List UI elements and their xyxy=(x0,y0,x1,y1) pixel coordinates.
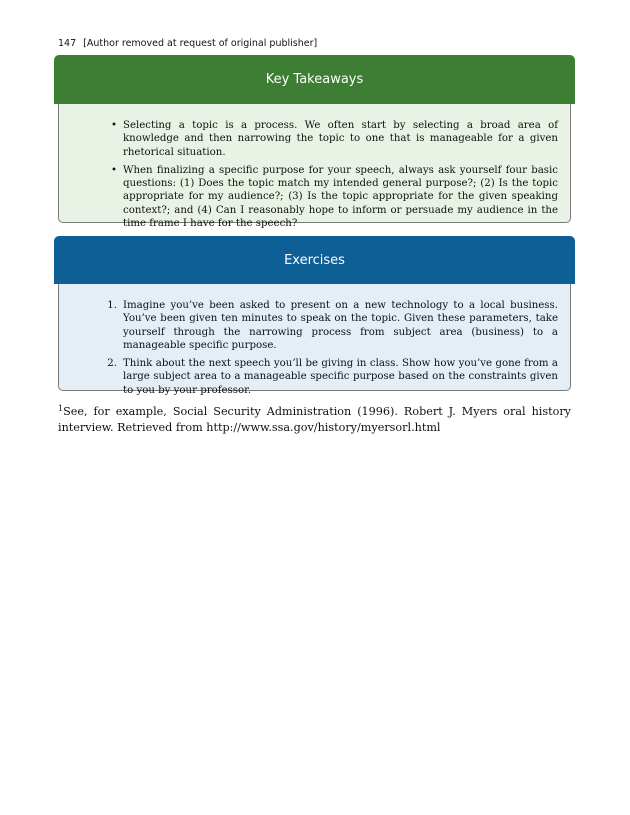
list-item-text: Imagine you’ve been asked to present on a new technology to a local business. You’ve been given ten minutes to speak on the topic. Given these parameters, take yourself through the narrowing process from subject area (business) to a manageable specific purpose. xyxy=(123,300,558,351)
list-number: 2. xyxy=(107,358,117,370)
list-item xyxy=(107,299,558,352)
list-item xyxy=(107,357,558,397)
exercises-list xyxy=(107,299,558,402)
list-item-text: Think about the next speech you’ll be giving in class. Show how you’ve gone from a large subject area to a manageable specific purpose based on the constraints given to you by your professor. xyxy=(123,358,558,396)
key-takeaways-body xyxy=(58,104,571,230)
list-item-text: Selecting a topic is a process. We often start by selecting a broad area of knowledge and then narrowing the topic to one that is manageable for a given rhetorical situation. xyxy=(123,120,558,158)
list-item xyxy=(110,164,558,230)
exercises-box xyxy=(58,236,571,396)
bullet-icon: • xyxy=(110,164,117,176)
exercises-title: Exercises xyxy=(54,236,575,284)
bullet-icon: • xyxy=(110,120,117,131)
list-number: 1. xyxy=(107,300,117,311)
key-takeaways-box xyxy=(58,55,571,230)
key-takeaways-title: Key Takeaways xyxy=(54,55,575,104)
key-takeaways-list xyxy=(110,119,558,235)
footnote-text: See, for example, Social Security Administration (1996). Robert J. Myers oral history interview. Retrieved from http://www.ssa.gov/history/myersorl.html xyxy=(58,405,571,434)
footnote-marker: 1 xyxy=(58,404,64,413)
footnote xyxy=(58,404,571,436)
page-number: 147 xyxy=(58,38,77,49)
header-text: [Author removed at request of original publisher] xyxy=(83,38,318,49)
list-item xyxy=(110,119,558,159)
running-header xyxy=(58,38,317,49)
exercises-body xyxy=(58,284,571,396)
list-item-text: When finalizing a specific purpose for your speech, always ask yourself four basic questions: (1) Does the topic match my intended general purpose?; (2) Is the topic appropriate for my audience?; (3) Is the topic appropriate for the given speaking context?; and (4) Can I reasonably hope to inform or persuade my audience in the time frame I have for the speech? xyxy=(123,164,558,230)
